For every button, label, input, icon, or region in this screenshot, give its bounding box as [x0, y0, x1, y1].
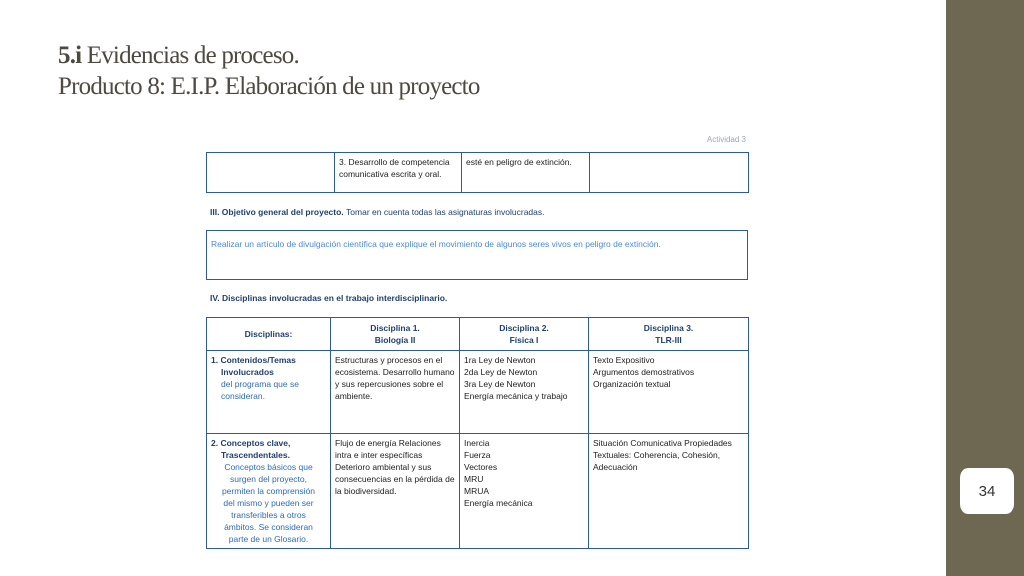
table-row — [207, 434, 749, 549]
page-number-badge — [958, 468, 1016, 514]
table-cell — [590, 153, 749, 193]
cell-bio-contenidos: Estructuras y procesos en el ecosistema. Desarrollo humano y sus repercusiones sobre el ambiente. — [331, 351, 460, 434]
table-row — [207, 351, 749, 434]
table-cell: 3. Desarrollo de competencia comunicativa escrita y oral. — [335, 153, 462, 193]
header-disciplina-2: Disciplina 2. Física I — [460, 318, 589, 351]
objective-text: Realizar un artículo de divulgación científica que explique el movimiento de algunos seres vivos en peligro de extinción. — [211, 239, 661, 249]
table-header-row — [207, 318, 749, 351]
title-number: 5.i — [58, 42, 82, 69]
cell-tlr-contenidos: Texto Expositivo Argumentos demostrativos Organización textual — [589, 351, 749, 434]
disciplines-heading: IV. Disciplinas involucradas en el trabajo interdisciplinario. — [210, 293, 448, 303]
table-row — [207, 153, 749, 193]
slide-title — [58, 40, 480, 102]
header-disciplinas: Disciplinas: — [207, 318, 331, 351]
document-image — [206, 134, 748, 544]
header-disciplina-3: Disciplina 3. TLR-III — [589, 318, 749, 351]
cell-fis-conceptos: Inercia Fuerza Vectores MRU MRUA Energía mecánica — [460, 434, 589, 549]
cell-tlr-conceptos: Situación Comunicativa Propiedades Textuales: Coherencia, Cohesión, Adecuación — [589, 434, 749, 549]
cell-fis-contenidos: 1ra Ley de Newton 2da Ley de Newton 3ra Ley de Newton Energía mecánica y trabajo — [460, 351, 589, 434]
row-label-conceptos: 2. Conceptos clave, Trascendentales. Conceptos básicos que surgen del proyecto, permiten la comprensión del mismo y pueden ser transferibles a otros ámbitos. Se consideran parte de un Glosario. — [207, 434, 331, 549]
top-table — [206, 152, 749, 193]
objective-box — [206, 230, 748, 280]
header-disciplina-1: Disciplina 1. Biología II — [331, 318, 460, 351]
objective-heading: III. Objetivo general del proyecto. Tomar en cuenta todas las asignaturas involucradas. — [210, 207, 545, 217]
disciplines-table — [206, 317, 749, 549]
faded-header: Actividad 3 — [706, 135, 746, 144]
page-number: 34 — [978, 482, 996, 500]
title-line2: Producto 8: E.I.P. Elaboración de un proyecto — [58, 73, 480, 100]
title-line1: Evidencias de proceso. — [81, 42, 299, 69]
table-cell — [207, 153, 335, 193]
table-cell: esté en peligro de extinción. — [462, 153, 590, 193]
cell-bio-conceptos: Flujo de energía Relaciones intra e inter específicas Deterioro ambiental y sus consecuencias en la pérdida de la biodiversidad. — [331, 434, 460, 549]
row-label-contenidos: 1. Contenidos/Temas Involucrados del programa que se consideran. — [207, 351, 331, 434]
objective-note: Tomar en cuenta todas las asignaturas involucradas. — [346, 207, 545, 217]
